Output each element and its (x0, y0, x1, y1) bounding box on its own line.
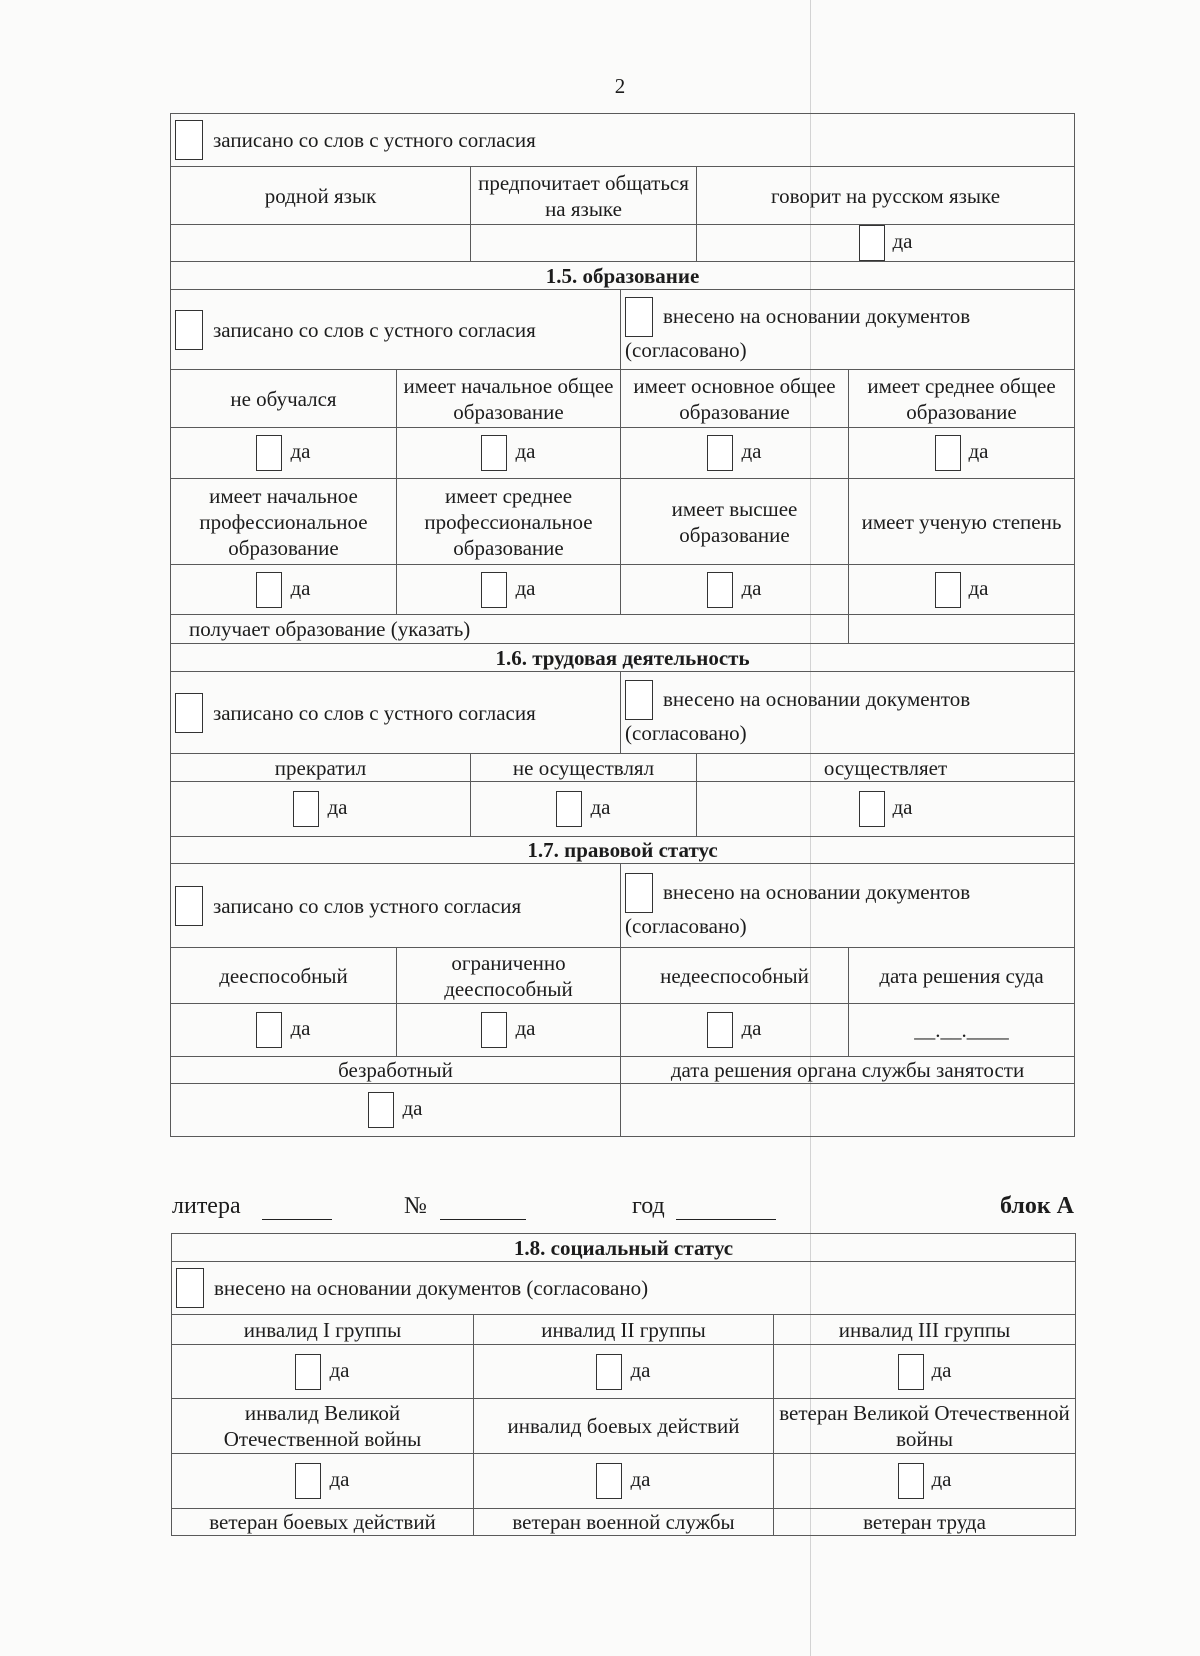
labor-documents-checkbox[interactable] (625, 680, 653, 720)
oral-consent-label: записано со слов с устного согласия (213, 317, 536, 342)
disabled-group2-cell (474, 1345, 774, 1399)
yes-label: да (968, 575, 989, 600)
unemployed-checkbox[interactable] (368, 1092, 394, 1128)
legal-capable-header: дееспособный (171, 948, 397, 1004)
yes-label: да (290, 1015, 311, 1040)
yes-label: да (741, 575, 762, 600)
legal-oral-consent-cell (171, 864, 621, 948)
prefers-language-field[interactable] (471, 225, 697, 262)
language-consent-row (171, 114, 1075, 167)
edu-primary-checkbox[interactable] (481, 435, 507, 471)
labor-stopped-cell (171, 782, 471, 837)
edu-prof-secondary-header: имеет среднее профессиональное образование (397, 479, 621, 565)
labor-section-title: 1.6. трудовая деятельность (171, 644, 1075, 672)
education-oral-consent-checkbox[interactable] (175, 310, 203, 350)
unemployed-header: безработный (171, 1057, 621, 1084)
edu-higher-header: имеет высшее образование (621, 479, 849, 565)
litera-label: литера (172, 1193, 241, 1219)
agreed-label: (согласовано) (625, 337, 747, 362)
number-field[interactable] (440, 1199, 526, 1220)
edu-receiving-field[interactable] (849, 615, 1075, 644)
yes-label: да (290, 575, 311, 600)
edu-degree-cell (849, 565, 1075, 615)
yes-label: да (892, 794, 913, 819)
agreed-label: (согласовано) (625, 720, 747, 745)
labor-active-header: осуществляет (697, 754, 1075, 782)
by-documents-label: внесено на основании документов (согласовано) (214, 1276, 649, 1300)
labor-veteran-header: ветеран труда (774, 1509, 1076, 1536)
legal-incapable-checkbox[interactable] (707, 1012, 733, 1048)
labor-never-header: не осуществлял (471, 754, 697, 782)
education-documents-checkbox[interactable] (625, 297, 653, 337)
disabled-group3-header: инвалид III группы (774, 1315, 1076, 1345)
labor-never-checkbox[interactable] (556, 791, 582, 827)
education-oral-consent-cell (171, 290, 621, 370)
ww2-veteran-cell (774, 1454, 1076, 1509)
labor-documents-cell (621, 672, 1075, 754)
yes-label: да (515, 438, 536, 463)
edu-receiving-label: получает образование (указать) (171, 615, 849, 644)
edu-prof-primary-cell (171, 565, 397, 615)
ww2-veteran-checkbox[interactable] (898, 1463, 924, 1499)
edu-degree-header: имеет ученую степень (849, 479, 1075, 565)
edu-none-header: не обучался (171, 370, 397, 428)
legal-oral-consent-checkbox[interactable] (175, 886, 203, 926)
yes-label: да (515, 575, 536, 600)
native-language-header: родной язык (171, 167, 471, 225)
disabled-group3-cell (774, 1345, 1076, 1399)
native-language-field[interactable] (171, 225, 471, 262)
legal-incapable-cell (621, 1004, 849, 1057)
yes-label: да (327, 794, 348, 819)
speaks-russian-checkbox[interactable] (859, 225, 885, 261)
legal-limited-header: ограниченно дееспособный (397, 948, 621, 1004)
legal-incapable-header: недееспособный (621, 948, 849, 1004)
labor-oral-consent-cell (171, 672, 621, 754)
edu-prof-primary-checkbox[interactable] (256, 572, 282, 608)
social-section-title: 1.8. социальный статус (172, 1234, 1076, 1262)
military-veteran-header: ветеран военной службы (474, 1509, 774, 1536)
upper-form-table (170, 113, 1075, 1137)
labor-active-cell (697, 782, 1075, 837)
page-number: 2 (614, 74, 626, 98)
social-documents-checkbox[interactable] (176, 1268, 204, 1308)
yes-label: да (329, 1466, 350, 1491)
edu-higher-cell (621, 565, 849, 615)
block-label: блок А (999, 1193, 1074, 1219)
yes-label: да (741, 1015, 762, 1040)
yes-label: да (892, 228, 913, 253)
edu-primary-cell (397, 428, 621, 479)
ww2-disabled-cell (172, 1454, 474, 1509)
education-documents-cell (621, 290, 1075, 370)
ww2-disabled-header: инвалид Великой Отечественной войны (172, 1399, 474, 1454)
prefers-language-header: предпочитает общаться на языке (471, 167, 697, 225)
yes-label: да (741, 438, 762, 463)
employment-date-header: дата решения органа службы занятости (621, 1057, 1075, 1084)
legal-capable-cell (171, 1004, 397, 1057)
year-field[interactable] (676, 1199, 776, 1220)
disabled-group2-header: инвалид II группы (474, 1315, 774, 1345)
yes-label: да (290, 438, 311, 463)
employment-date-field[interactable] (621, 1084, 1075, 1137)
edu-secondary-checkbox[interactable] (935, 435, 961, 471)
litera-field[interactable] (262, 1199, 332, 1220)
by-documents-label: внесено на основании документов (663, 303, 971, 328)
labor-active-checkbox[interactable] (859, 791, 885, 827)
edu-prof-secondary-cell (397, 565, 621, 615)
labor-stopped-checkbox[interactable] (293, 791, 319, 827)
speaks-russian-cell (697, 225, 1075, 262)
number-label: № (404, 1193, 427, 1219)
disabled-group2-checkbox[interactable] (596, 1354, 622, 1390)
education-section-title: 1.5. образование (171, 262, 1075, 290)
edu-basic-cell (621, 428, 849, 479)
language-oral-consent-checkbox[interactable] (175, 120, 203, 160)
oral-consent-label: записано со слов с устного согласия (213, 700, 536, 725)
block-header (172, 1193, 1074, 1225)
by-documents-label: внесено на основании документов (663, 879, 971, 904)
labor-never-cell (471, 782, 697, 837)
disabled-group1-checkbox[interactable] (295, 1354, 321, 1390)
disabled-group1-header: инвалид I группы (172, 1315, 474, 1345)
labor-oral-consent-checkbox[interactable] (175, 693, 203, 733)
ww2-disabled-checkbox[interactable] (295, 1463, 321, 1499)
edu-basic-header: имеет основное общее образование (621, 370, 849, 428)
legal-capable-checkbox[interactable] (256, 1012, 282, 1048)
yes-label: да (931, 1466, 952, 1491)
edu-prof-secondary-checkbox[interactable] (481, 572, 507, 608)
edu-none-checkbox[interactable] (256, 435, 282, 471)
year-label: год (632, 1193, 665, 1219)
yes-label: да (402, 1095, 423, 1120)
ww2-veteran-header: ветеран Великой Отечественной войны (774, 1399, 1076, 1454)
oral-consent-label: записано со слов устного согласия (213, 893, 522, 918)
yes-label: да (590, 794, 611, 819)
by-documents-label: внесено на основании документов (663, 686, 971, 711)
yes-label: да (630, 1466, 651, 1491)
social-documents-cell (172, 1262, 1076, 1315)
edu-secondary-header: имеет среднее общее образование (849, 370, 1075, 428)
yes-label: да (630, 1357, 651, 1382)
edu-prof-primary-header: имеет начальное профессиональное образование (171, 479, 397, 565)
agreed-label: (согласовано) (625, 913, 747, 938)
legal-court-date-header: дата решения суда (849, 948, 1075, 1004)
labor-stopped-header: прекратил (171, 754, 471, 782)
combat-disabled-cell (474, 1454, 774, 1509)
legal-documents-cell (621, 864, 1075, 948)
yes-label: да (931, 1357, 952, 1382)
edu-basic-checkbox[interactable] (707, 435, 733, 471)
disabled-group1-cell (172, 1345, 474, 1399)
oral-consent-label: записано со слов с устного согласия (213, 128, 536, 152)
edu-secondary-cell (849, 428, 1075, 479)
combat-disabled-checkbox[interactable] (596, 1463, 622, 1499)
speaks-russian-header: говорит на русском языке (697, 167, 1075, 225)
legal-limited-checkbox[interactable] (481, 1012, 507, 1048)
unemployed-cell (171, 1084, 621, 1137)
edu-none-cell (171, 428, 397, 479)
edu-primary-header: имеет начальное общее образование (397, 370, 621, 428)
legal-documents-checkbox[interactable] (625, 873, 653, 913)
yes-label: да (329, 1357, 350, 1382)
combat-veteran-header: ветеран боевых действий (172, 1509, 474, 1536)
social-status-table (171, 1233, 1076, 1536)
combat-disabled-header: инвалид боевых действий (474, 1399, 774, 1454)
legal-limited-cell (397, 1004, 621, 1057)
legal-court-date-field[interactable]: __.__.____ (849, 1004, 1075, 1057)
legal-section-title: 1.7. правовой статус (171, 837, 1075, 864)
edu-higher-checkbox[interactable] (707, 572, 733, 608)
yes-label: да (968, 438, 989, 463)
edu-degree-checkbox[interactable] (935, 572, 961, 608)
yes-label: да (515, 1015, 536, 1040)
disabled-group3-checkbox[interactable] (898, 1354, 924, 1390)
